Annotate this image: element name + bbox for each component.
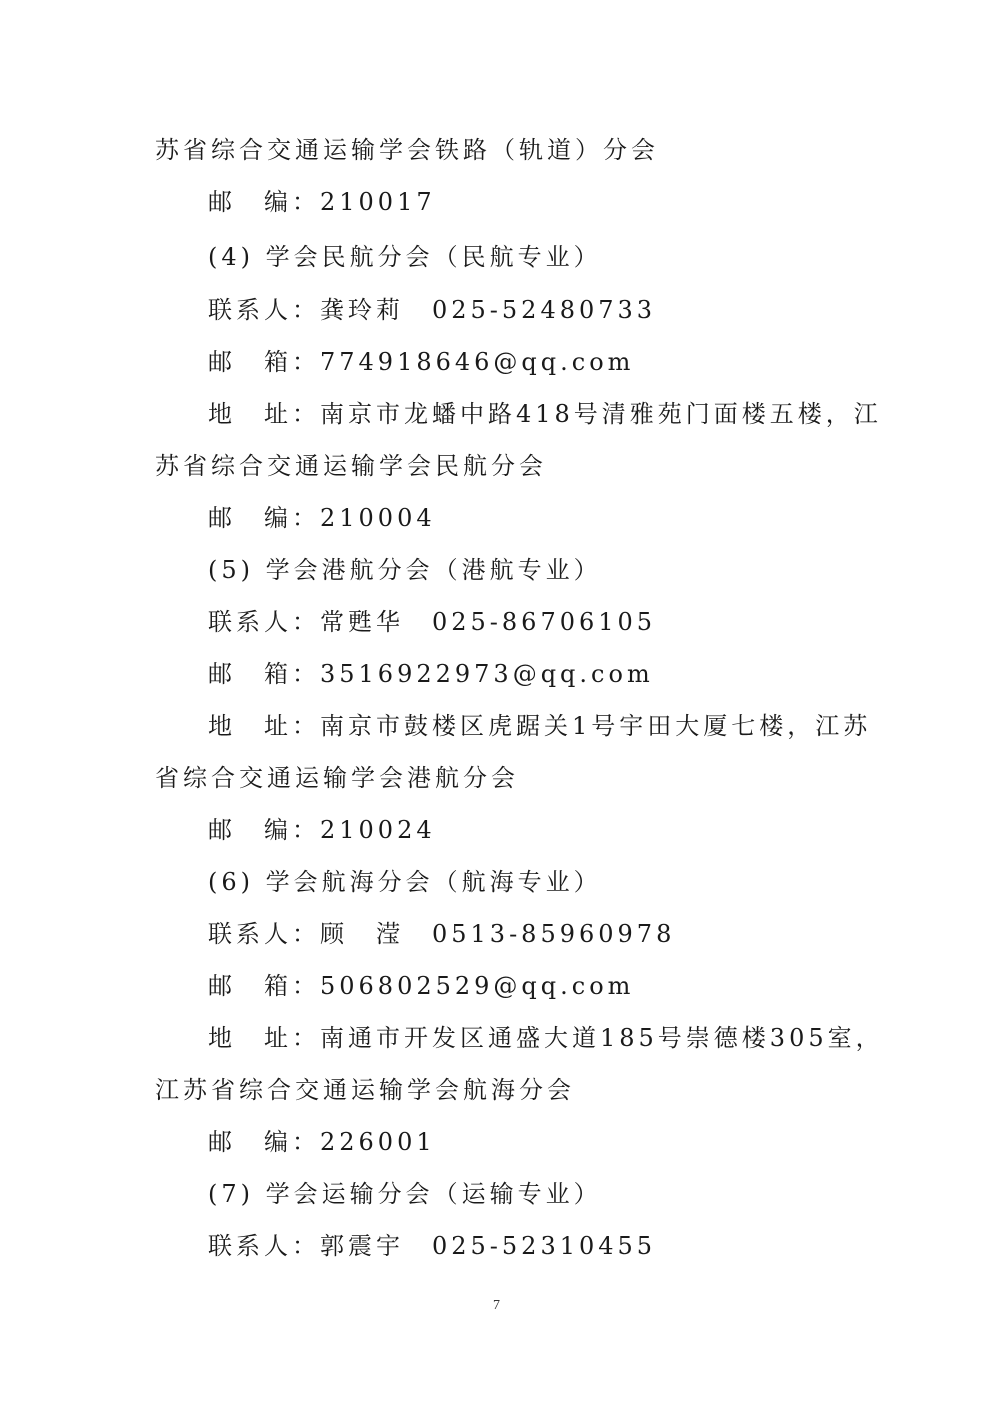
postcode-line: 邮 编：210004 (208, 504, 436, 532)
text-line-continuation: 苏省综合交通运输学会铁路（轨道）分会 (155, 136, 659, 164)
address-continuation: 省综合交通运输学会港航分会 (155, 764, 519, 792)
address-line: 地 址：南京市龙蟠中路418号清雅苑门面楼五楼，江 (208, 400, 882, 428)
email-line: 邮 箱：506802529@qq.com (208, 972, 635, 1000)
section-heading: (4) 学会民航分会（民航专业） (208, 243, 602, 271)
contact-line: 联系人：顾 滢 0513-85960978 (208, 920, 676, 948)
section-heading: (5) 学会港航分会（港航专业） (208, 556, 602, 584)
address-line: 地 址：南通市开发区通盛大道185号崇德楼305室， (208, 1024, 884, 1052)
address-line: 地 址：南京市鼓楼区虎踞关1号宇田大厦七楼，江苏 (208, 712, 872, 740)
email-line: 邮 箱：774918646@qq.com (208, 348, 635, 376)
contact-line: 联系人：常甦华 025-86706105 (208, 608, 657, 636)
page-number: 7 (493, 1298, 500, 1313)
address-continuation: 苏省综合交通运输学会民航分会 (155, 452, 547, 480)
address-continuation: 江苏省综合交通运输学会航海分会 (155, 1076, 575, 1104)
section-heading: (6) 学会航海分会（航海专业） (208, 868, 602, 896)
contact-line: 联系人：龚玲莉 025-52480733 (208, 296, 657, 324)
email-line: 邮 箱：3516922973@qq.com (208, 660, 654, 688)
postcode-line: 邮 编：226001 (208, 1128, 436, 1156)
postcode-line: 邮 编：210017 (208, 188, 436, 216)
contact-line: 联系人：郭震宇 025-52310455 (208, 1232, 657, 1260)
postcode-line: 邮 编：210024 (208, 816, 436, 844)
section-heading: (7) 学会运输分会（运输专业） (208, 1180, 602, 1208)
